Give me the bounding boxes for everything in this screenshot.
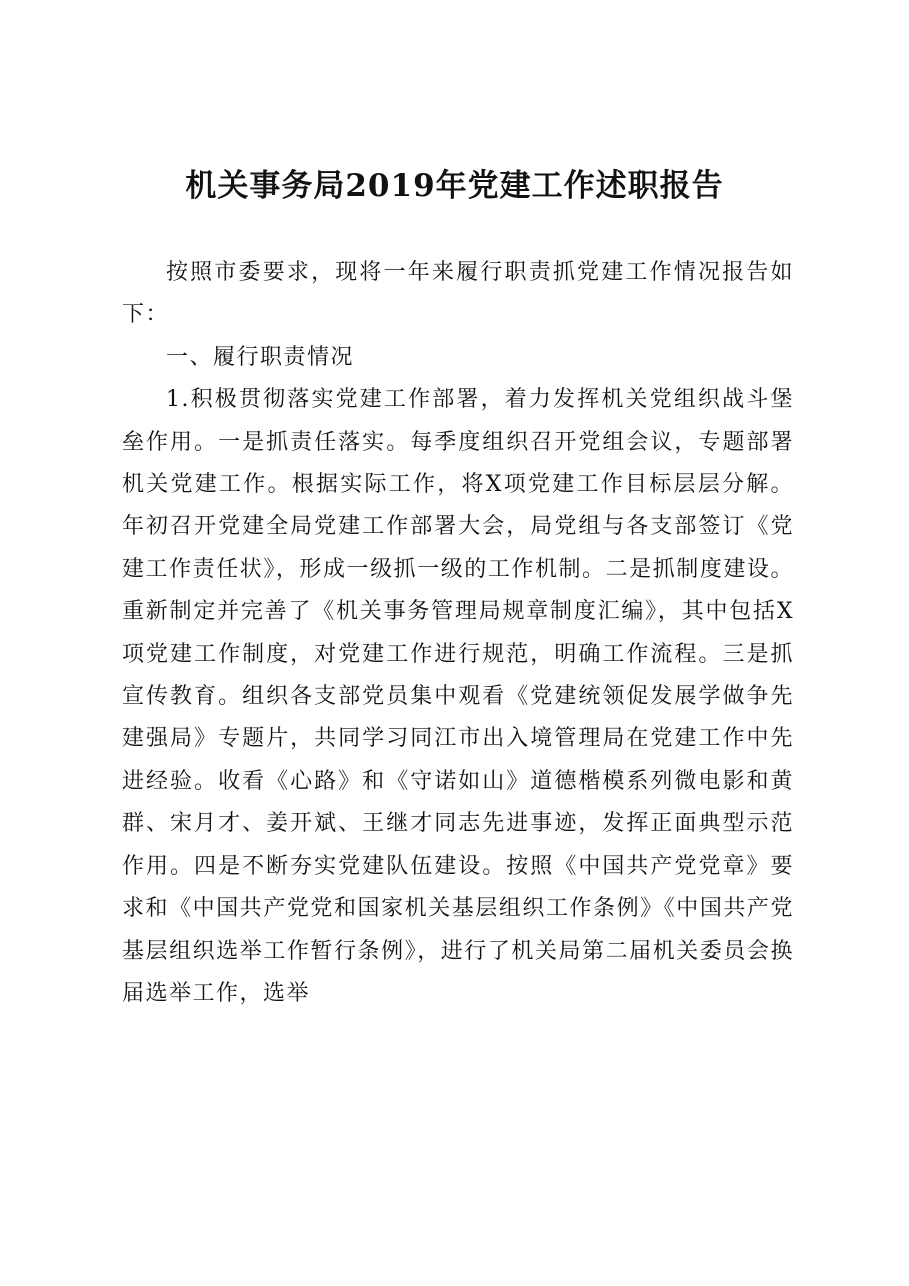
document-title: 机关事务局2019年党建工作述职报告 <box>185 168 724 204</box>
section-heading: 一、履行职责情况 <box>166 344 355 370</box>
body-paragraph: 1.积极贯彻落实党建工作部署，着力发挥机关党组织战斗堡垒作用。一是抓责任落实。每季度组织召开党组会议，专题部署机关党建工作。根据实际工作，将X项党建工作目标层层分解。年初召开党建全局党建工作部署大会，局党组与各支部签订《党建工作责任状》，形成一级抓一级的工作机制。二是抓制度建设。重新制定并完善了《机关事务管理局规章制度汇编》，其中包括X项党建工作制度，对党建工作进行规范，明确工作流程。三是抓宣传教育。组织各支部党员集中观看《党建统领促发展学做争先建强局》专题片，共同学习同江市出入境管理局在党建工作中先进经验。收看《心路》和《守诺如山》道德楷模系列微电影和黄群、宋月才、姜开斌、王继才同志先进事迹，发挥正面典型示范作用。四是不断夯实党建队伍建设。按照《中国共产党党章》要求和《中国共产党党和国家机关基层组织工作条例》《中国共产党基层组织选举工作暂行条例》，进行了机关局第二届机关委员会换届选举工作，选举 <box>122 387 794 1006</box>
document-body <box>122 252 794 1015</box>
intro-paragraph: 按照市委要求，现将一年来履行职责抓党建工作情况报告如下： <box>122 260 794 328</box>
